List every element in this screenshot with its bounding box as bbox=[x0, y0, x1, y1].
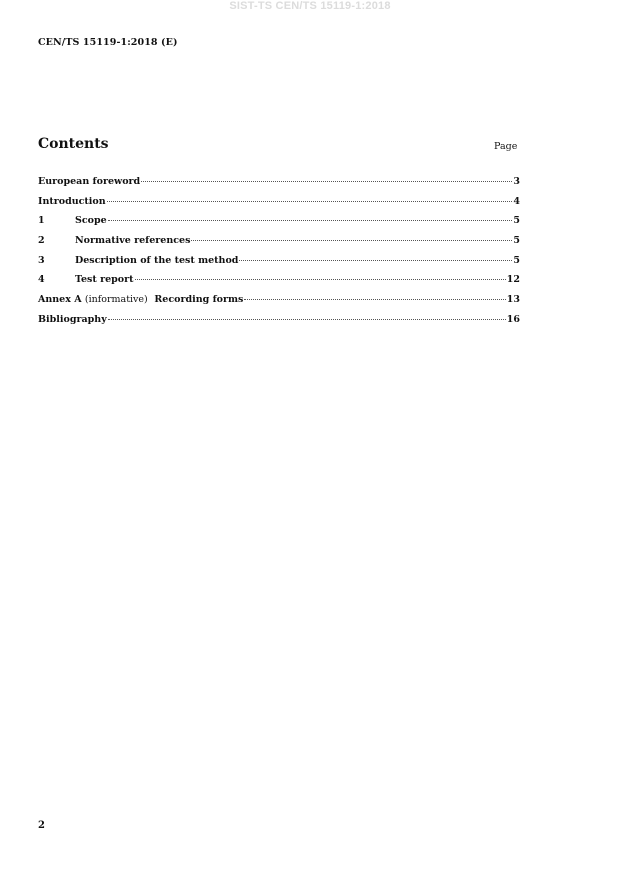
toc-entry-annex-a[interactable] bbox=[38, 294, 520, 314]
toc-entry-number: 3 bbox=[38, 254, 45, 266]
page-number: 2 bbox=[38, 820, 45, 831]
toc-entry-test-report[interactable] bbox=[38, 274, 520, 294]
page-column-label: Page bbox=[494, 141, 518, 152]
toc-leader bbox=[108, 220, 513, 221]
toc-entry-european-foreword[interactable] bbox=[38, 176, 520, 196]
toc-entry-introduction[interactable] bbox=[38, 196, 520, 216]
toc-leader bbox=[141, 181, 512, 182]
toc-entry-description-of-test-method[interactable] bbox=[38, 255, 520, 275]
toc-entry-title: Test report bbox=[75, 274, 134, 286]
toc-entry-title: European foreword bbox=[38, 176, 141, 187]
toc-entry-title: Scope bbox=[75, 215, 107, 227]
toc-entry-title: Description of the test method bbox=[75, 254, 239, 266]
toc-entry-page: 5 bbox=[513, 254, 520, 266]
toc-annex-label: Annex A bbox=[38, 294, 82, 306]
toc-entry-title: Normative references bbox=[75, 235, 191, 247]
toc-entry-page: 16 bbox=[506, 313, 520, 325]
toc-entry-number: 2 bbox=[38, 235, 45, 247]
toc-entry-title: Recording forms bbox=[154, 294, 244, 306]
toc-entry-page: 13 bbox=[506, 294, 520, 306]
toc-leader bbox=[107, 201, 513, 202]
toc-entry-page: 12 bbox=[506, 274, 520, 286]
toc-leader bbox=[244, 299, 505, 300]
toc-entry-title: Bibliography bbox=[38, 313, 107, 325]
toc-entry-scope[interactable] bbox=[38, 215, 520, 235]
toc-entry-page: 5 bbox=[513, 215, 520, 227]
toc-leader bbox=[191, 240, 512, 241]
contents-title: Contents bbox=[38, 136, 109, 152]
toc-entry-title: Introduction bbox=[38, 195, 106, 207]
toc-entry-number: 1 bbox=[38, 215, 45, 227]
document-header: CEN/TS 15119-1:2018 (E) bbox=[38, 37, 178, 48]
toc-leader bbox=[108, 319, 506, 320]
toc-entry-page: 5 bbox=[513, 235, 520, 247]
toc-entry-page: 4 bbox=[513, 195, 520, 207]
toc-entry-normative-references[interactable] bbox=[38, 235, 520, 255]
toc-entry-number: 4 bbox=[38, 274, 45, 286]
table-of-contents bbox=[38, 176, 520, 334]
toc-annex-qualifier: (informative) bbox=[84, 294, 148, 306]
toc-entry-page: 3 bbox=[513, 176, 520, 187]
watermark-text: SIST-TS CEN/TS 15119-1:2018 bbox=[229, 0, 391, 12]
toc-entry-bibliography[interactable] bbox=[38, 314, 520, 334]
toc-leader bbox=[135, 279, 506, 280]
toc-leader bbox=[239, 260, 512, 261]
